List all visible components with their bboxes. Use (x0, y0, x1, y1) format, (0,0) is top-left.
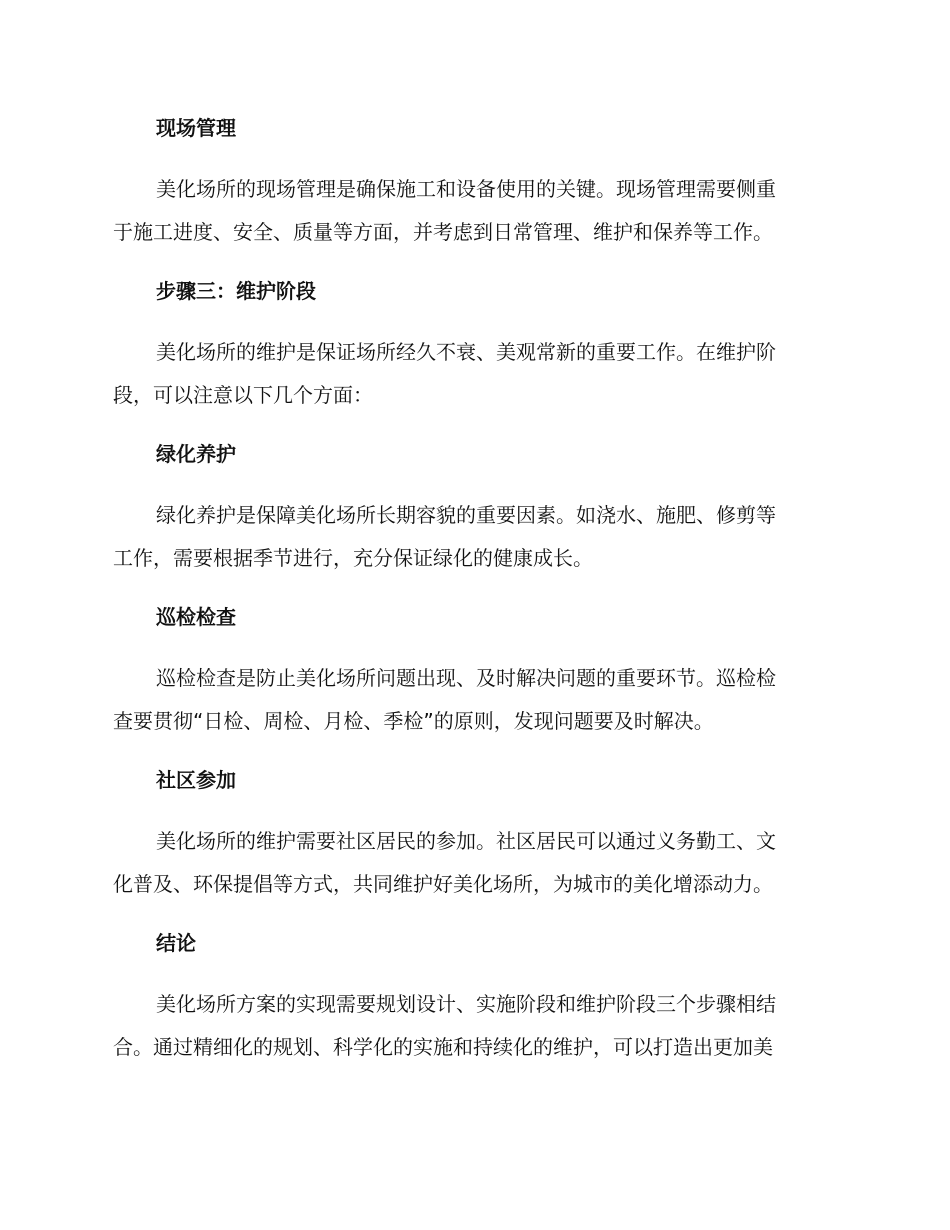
section-heading-greening: 绿化养护 (156, 442, 236, 466)
section-heading-step-three: 步骤三：维护阶段 (156, 279, 316, 303)
paragraph-line: 合。通过精细化的规划、科学化的实施和持续化的维护，可以打造出更加美 (113, 1035, 773, 1059)
paragraph-line: 美化场所的现场管理是确保施工和设备使用的关键。现场管理需要侧重 (156, 177, 776, 201)
paragraph-line: 化普及、环保提倡等方式，共同维护好美化场所，为城市的美化增添动力。 (113, 872, 773, 896)
paragraph-greening (113, 494, 835, 580)
paragraph-conclusion (113, 983, 835, 1069)
paragraph-line: 美化场所的维护是保证场所经久不衰、美观常新的重要工作。在维护阶 (156, 340, 776, 364)
paragraph-line: 工作，需要根据季节进行，充分保证绿化的健康成长。 (113, 546, 593, 570)
paragraph-line: 绿化养护是保障美化场所长期容貌的重要因素。如浇水、施肥、修剪等 (156, 503, 776, 527)
section-heading-community: 社区参加 (156, 768, 236, 792)
paragraph-site-management (113, 168, 835, 254)
paragraph-line: 美化场所方案的实现需要规划设计、实施阶段和维护阶段三个步骤相结 (156, 992, 776, 1016)
paragraph-line: 查要贯彻“日检、周检、月检、季检”的原则，发现问题要及时解决。 (113, 709, 714, 733)
section-heading-conclusion: 结论 (156, 931, 196, 955)
paragraph-line: 美化场所的维护需要社区居民的参加。社区居民可以通过义务勤工、文 (156, 829, 776, 853)
paragraph-line: 段，可以注意以下几个方面： (113, 383, 373, 407)
section-heading-inspection: 巡检检查 (156, 605, 236, 629)
paragraph-inspection (113, 657, 835, 743)
paragraph-line: 于施工进度、安全、质量等方面，并考虑到日常管理、维护和保养等工作。 (113, 220, 773, 244)
section-heading-site-management: 现场管理 (156, 116, 236, 140)
paragraph-community (113, 820, 835, 906)
paragraph-step-three (113, 331, 835, 417)
paragraph-line: 巡检检查是防止美化场所问题出现、及时解决问题的重要环节。巡检检 (156, 666, 776, 690)
document-body (113, 108, 835, 1086)
